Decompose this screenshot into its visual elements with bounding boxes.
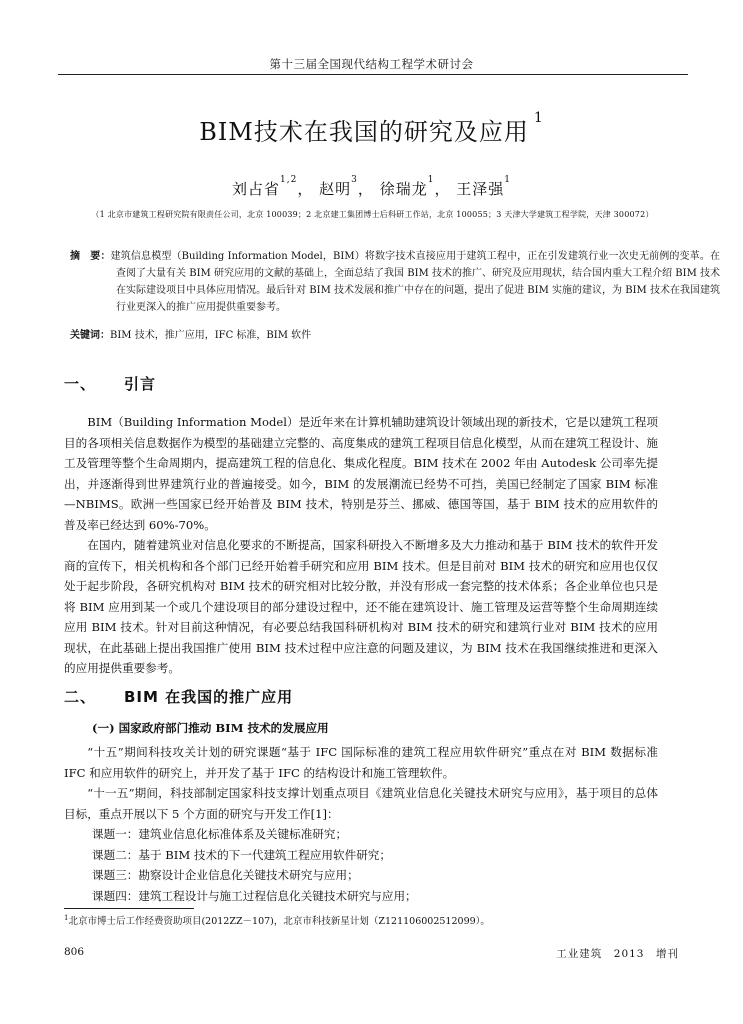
header-rule <box>58 74 688 75</box>
author-separator: ， <box>297 180 314 198</box>
page-number: 806 <box>64 946 85 958</box>
title-text: BIM技术在我国的研究及应用 <box>199 118 529 146</box>
list-item: 课题一：建筑业信息化标准体系及关键标准研究； <box>92 827 348 841</box>
footnote-rule <box>64 908 194 909</box>
list-item: 课题三：勘察设计企业信息化关键技术研究与应用； <box>92 868 359 882</box>
footnote <box>64 913 490 927</box>
keywords-text: BIM 技术，推广应用，IFC 标准，BIM 软件 <box>110 330 312 341</box>
title-footnote-mark: 1 <box>533 110 544 126</box>
author-affiliation-mark: 1 <box>427 175 435 185</box>
affiliations: （1 北京市建筑工程研究院有限责任公司，北京 100039；2 北京建工集团博士后科研工作站，北京 100055；3 天津大学建筑工程学院，天津 300072） <box>91 210 654 219</box>
list-item: 课题二：基于 BIM 技术的下一代建筑工程应用软件研究； <box>92 847 391 862</box>
promotion-paragraph-2: “十一五”期间，科技部制定国家科技支撑计划重点项目《建筑业信息化关键技术研究与应用》，基于项目的总体目标，重点开展以下 5 个方面的研究与开发工作[1]： <box>64 786 658 821</box>
intro-paragraph-2: 在国内，随着建筑业对信息化要求的不断提高，国家科研投入不断增多及大力推动和基于 BIM 技术的软件开发商的宣传下，相关机构和各个部门已经开始着手研究和应用 BIM 技术。但是目前对 BIM 技术的研究和应用也仅仅处于起步阶段，各研究机构对 BIM 技术的研究相对比较分散，并没有形成一套完整的技术体系；各企业单位也只是将 BIM 应用到某一个或几个建设项目的部分建设过程中，还不能在建筑设计、施工管理及运营等整个生命周期连续应用 BIM 技术。针对目前这种情况，有必要总结我国科研机构对 BIM 技术的研究和建筑行业对 BIM 技术的应用现状，在此基础上提出我国推广使用 BIM 技术过程中应注意的问题及建议，为 BIM 技术在我国继续推进和更深入的应用提供重要参考。 <box>64 538 658 675</box>
paper-title <box>0 112 743 147</box>
section-number: 一、 <box>64 375 97 393</box>
subsection-heading: (一) 国家政府部门推动 BIM 技术的发展应用 <box>92 721 329 735</box>
author-name: 徐瑞龙 <box>379 180 428 198</box>
footnote-text: 北京市博士后工作经费资助项目(2012ZZ－107)，北京市科技新星计划（Z121106002512099）。 <box>68 916 490 927</box>
author-separator: ， <box>357 180 374 198</box>
author-name: 刘占省 <box>232 180 281 198</box>
footnote-mark: 1 <box>64 913 69 922</box>
topic-list <box>92 824 417 906</box>
section-title: BIM 在我国的推广应用 <box>124 688 294 706</box>
section-number: 二、 <box>64 688 97 706</box>
author-affiliation-mark: 1,2 <box>280 175 298 185</box>
author-name: 王泽强 <box>456 180 505 198</box>
keywords <box>70 326 311 341</box>
journal-info: 工业建筑 2013 增刊 <box>556 948 679 960</box>
author-affiliation-mark: 1 <box>504 175 511 185</box>
list-item: 课题四：建筑工程设计与施工过程信息化关键技术研究与应用； <box>92 888 417 903</box>
author-list <box>0 175 743 199</box>
section-heading-promotion <box>64 686 293 707</box>
conference-header: 第十三届全国现代结构工程学术研讨会 <box>269 57 474 71</box>
author-name: 赵明 <box>319 180 352 198</box>
section-title: 引言 <box>124 375 157 393</box>
abstract-text: 建筑信息模型（Building Information Model，BIM）将数字技术直接应用于建筑工程中，正在引发建筑行业一次史无前例的变革。在查阅了大量有关 BIM 研究应用的文献的基础上，全面总结了我国 BIM 技术的推广、研究及应用现状，结合国内重大工程介绍 BIM 技术在实际建设项目中具体应用情况。最后针对 BIM 技术发展和推广中存在的问题，提出了促进 BIM 实施的建议，为 BIM 技术在我国建筑行业更深入的推广应用提供重要参考。 <box>110 251 720 313</box>
abstract-label: 摘 要： <box>70 251 111 262</box>
author-affiliation-mark: 3 <box>351 175 358 185</box>
section-heading-introduction <box>64 373 156 394</box>
promotion-paragraph-1: “十五”期间科技攻关计划的研究课题“基于 IFC 国际标准的建筑工程应用软件研究”重点在对 BIM 数据标准 IFC 和应用软件的研究上，并开发了基于 IFC 的结构设计和施工管理软件。 <box>64 745 658 780</box>
intro-paragraph-1: BIM（Building Information Model）是近年来在计算机辅助建筑设计领域出现的新技术，它是以建筑工程项目的各项相关信息数据作为模型的基础建立完整的、高度集成的建筑工程项目信息化模型，从而在建筑工程设计、施工及管理等整个生命周期内，提高建筑工程的信息化、集成化程度。BIM 技术在 2002 年由 Autodesk 公司率先提出，并逐渐得到世界建筑行业的普遍接受。如今，BIM 的发展潮流已经势不可挡，美国已经制定了国家 BIM 标准—NBIMS。欧洲一些国家已经开始普及 BIM 技术，特别是芬兰、挪威、德国等国，基于 BIM 技术的应用软件的普及率已经达到 60%-70%。 <box>64 415 658 532</box>
author-separator: ， <box>434 180 451 198</box>
abstract <box>70 248 720 316</box>
keywords-label: 关键词： <box>70 330 110 341</box>
